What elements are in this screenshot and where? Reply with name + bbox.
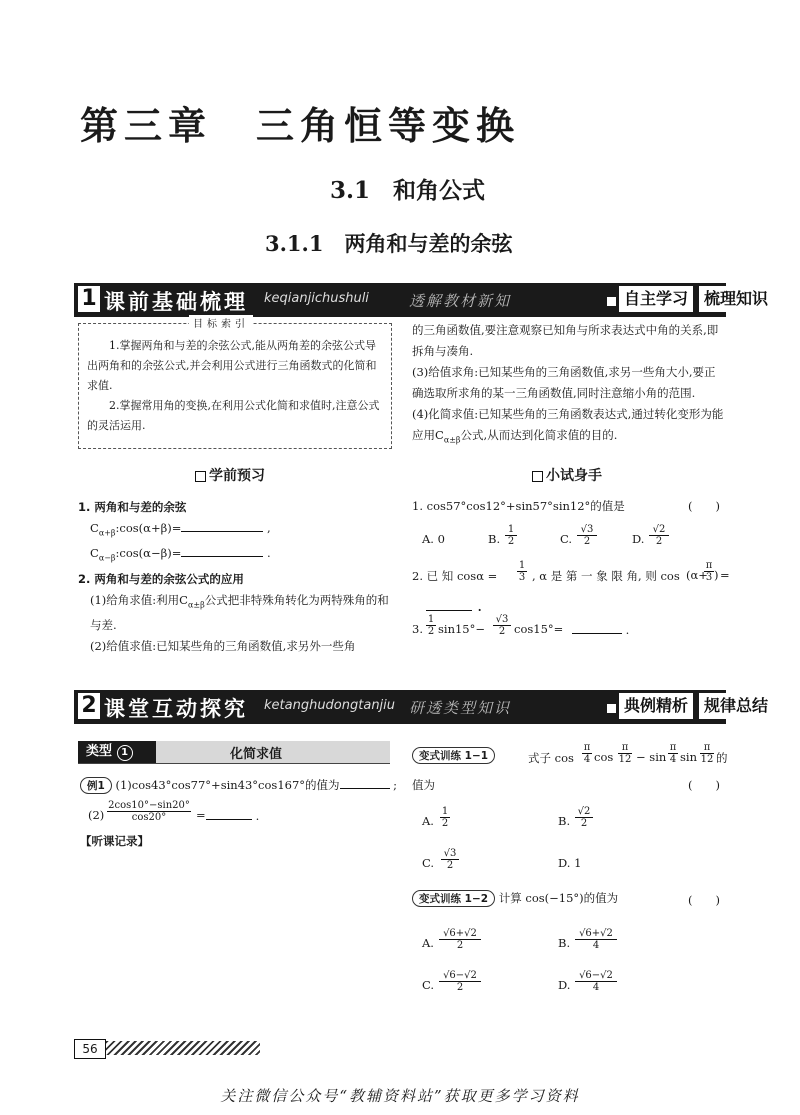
application-2-continued: 的三角函数值,要注意观察已知角与所求表达式中角的关系,即拆角与凑角.	[412, 323, 719, 358]
subsection-title: 3.1.1 两角和与差的余弦	[265, 231, 513, 256]
banner-classroom	[74, 690, 769, 724]
type-label: 类型 1	[78, 741, 156, 763]
footer-decoration	[106, 1041, 260, 1055]
trial-q1-options: A. 0 B. 1 2 C. √3 2 D. √2 2	[422, 526, 722, 556]
formula-cos-diff: $C_{\alpha-\beta}:\cos(\alpha-\beta)=$ .	[90, 546, 271, 563]
chapter-title: 第三章 三角恒等变换	[80, 104, 521, 148]
example-label: 例1	[80, 777, 112, 794]
section-title: 3.1 和角公式	[330, 177, 486, 204]
banner-number: 2	[78, 693, 100, 719]
variant-label: 变式训练 1−1	[412, 747, 495, 764]
variant-1-1: 变式训练 1−1 式子 cos π 4 cos π 12 − sin π 4 sin π 12 的	[412, 744, 726, 774]
option-b[interactable]: B.	[558, 936, 571, 950]
lecture-notes-label: 【听课记录】	[80, 834, 149, 848]
banner-pinyin: keqianjichushuli	[264, 291, 369, 306]
preview-heading: 学前预习	[195, 465, 265, 485]
preview-continued	[412, 320, 726, 450]
banner-tag-examples: 典例精析	[619, 693, 693, 719]
banner-slogan: 研透类型知识	[409, 699, 512, 717]
banner-title: 课堂互动探究	[104, 697, 248, 721]
variant-1-2-options: A. √6+√2 2 B. √6+√2 4 C. √6−√2 2 D. √6−√2 4	[422, 928, 722, 998]
answer-paren[interactable]: ( )	[688, 778, 720, 792]
type-title: 化简求值	[230, 747, 283, 762]
application-4: (4)化简求值:已知某些角的三角函数表达式,通过转化变形为能应用$C_{\alpha\pm\beta}$公式,从而达到化简求值的目的.	[412, 407, 724, 445]
variant-1-2: 变式训练 1−2 计算 cos(−15°)的值为	[412, 890, 618, 907]
objectives-heading: 目标索引	[189, 315, 253, 335]
banner-prelesson	[74, 283, 769, 317]
example-1: 例1 (1)cos43°cos77°+sin43°cos167°的值为 ;	[80, 777, 397, 794]
square-icon	[607, 297, 616, 306]
trial-question-1: 1. cos57°cos12°+sin57°sin12°的值是	[412, 499, 625, 513]
answer-blank[interactable]	[181, 520, 263, 532]
option-c[interactable]: C.	[422, 856, 435, 870]
application-1: (1)给角求值:利用$C_{\alpha\pm\beta}$公式把非特殊角转化为两特殊角的和与差.	[90, 592, 389, 632]
answer-blank[interactable]: .	[572, 622, 629, 637]
application-3: (3)给值求角:已知某些角的三角函数值,求另一些角大小,要正确选取所求角的某一三角函数值,同时注意缩小角的范围.	[412, 365, 716, 400]
promo-text: 关注微信公众号“教辅资料站”获取更多学习资料	[220, 1087, 580, 1105]
answer-blank[interactable]: .	[206, 808, 259, 823]
trial-heading: 小试身手	[532, 465, 602, 485]
square-icon	[607, 704, 616, 713]
variant-label: 变式训练 1−2	[412, 890, 495, 907]
preview-content	[78, 497, 396, 657]
option-b[interactable]: B.	[558, 814, 571, 828]
application-2: (2)给值求值:已知某些角的三角函数值,求另外一些角	[90, 638, 356, 653]
formula-cos-sum: $C_{\alpha+\beta}:\cos(\alpha+\beta)=$ ,	[90, 521, 271, 538]
trial-question-2: 2. 已 知 cosα = 1 3 , α 是 第 一 象 限 角, 则 cos (α+ π 3 ) =	[412, 560, 730, 583]
answer-blank[interactable]	[340, 777, 390, 789]
objectives-box	[78, 319, 392, 449]
option-d[interactable]: D. 1	[558, 856, 582, 870]
banner-tag-summary: 规律总结	[699, 693, 773, 719]
option-c[interactable]: C.	[560, 532, 573, 546]
option-a[interactable]: A.	[422, 814, 434, 828]
trial-question-3: 3. 1 2 sin15°− √3 2 cos15°= .	[412, 614, 630, 637]
answer-paren[interactable]: ( )	[688, 499, 720, 513]
option-a[interactable]: A. 0	[422, 532, 445, 546]
option-d[interactable]: D.	[558, 978, 571, 992]
answer-blank[interactable]	[181, 545, 263, 557]
page-number: 56	[74, 1039, 106, 1059]
bookmark-icon	[532, 471, 543, 482]
preview-heading-1: 1. 两角和与差的余弦	[78, 500, 187, 514]
banner-slogan: 透解教材新知	[409, 292, 512, 310]
variant-1-1-options: A. 1 2 B. √2 2 C. √3 2 D. 1	[422, 806, 722, 882]
bookmark-icon	[195, 471, 206, 482]
type-bar	[78, 741, 390, 764]
objective-item: 2.掌握常用角的变换,在利用公式化简和求值时,注意公式的灵活运用.	[87, 399, 380, 432]
option-b[interactable]: B.	[488, 532, 501, 546]
answer-paren[interactable]: ( )	[688, 893, 720, 907]
answer-blank[interactable]: .	[426, 596, 482, 615]
variant-1-1-line2: 值为	[412, 778, 435, 792]
banner-pinyin: ketanghudongtanjiu	[264, 698, 396, 713]
banner-title: 课前基础梳理	[104, 290, 248, 314]
option-c[interactable]: C.	[422, 978, 435, 992]
banner-tag-knowledge: 梳理知识	[699, 286, 773, 312]
preview-heading-2: 2. 两角和与差的余弦公式的应用	[78, 571, 244, 586]
banner-tag-self-study: 自主学习	[619, 286, 693, 312]
banner-number: 1	[78, 286, 100, 312]
option-a[interactable]: A.	[422, 936, 434, 950]
objective-item: 1.掌握两角和与差的余弦公式,能从两角差的余弦公式导出两角和的余弦公式,并会利用公式进行三角函数式的化简和求值.	[87, 339, 377, 392]
option-d[interactable]: D.	[632, 532, 645, 546]
example-1-part-2: (2) 2cos10°−sin20° cos20° = .	[88, 800, 260, 823]
